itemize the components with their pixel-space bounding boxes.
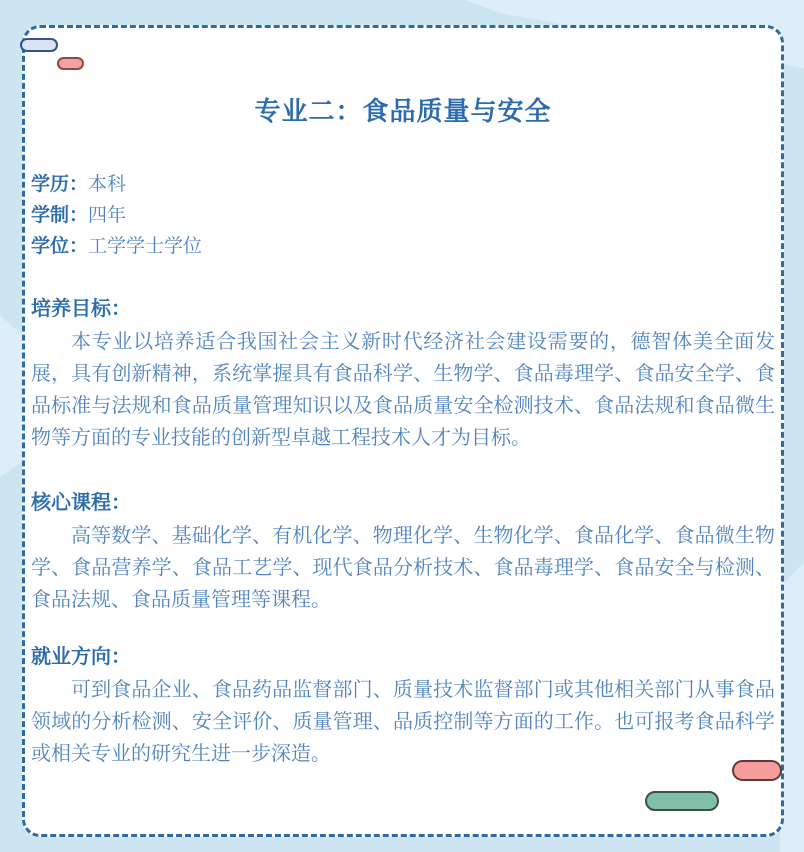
section-body-core-courses: 高等数学、基础化学、有机化学、物理化学、生物化学、食品化学、食品微生物学、食品营养学、食品工艺学、现代食品分析技术、食品毒理学、食品安全与检测、食品法规、食品质量管理等课程。 <box>31 525 775 612</box>
section-body-training-objectives: 本专业以培养适合我国社会主义新时代经济社会建设需要的，德智体美全面发展，具有创新精神，系统掌握具有食品科学、生物学、食品毒理学、食品安全学、食品标准与法规和食品质量管理知识以及食品质量安全检测技术、食品法规和食品微生物等方面的专业技能的创新型卓越工程技术人才为目标。 <box>31 331 775 450</box>
info-label-duration: 学制： <box>31 205 89 227</box>
info-value-degree: 工学学士学位 <box>88 236 203 258</box>
info-value-education: 本科 <box>88 174 127 196</box>
deco-pill-pink-top <box>57 57 84 70</box>
section-heading-training-objectives: 培养目标： <box>31 298 131 321</box>
info-row-duration <box>31 200 775 231</box>
section-core-courses <box>31 492 775 616</box>
section-career-direction <box>31 646 775 770</box>
section-training-objectives <box>31 298 775 454</box>
content-card <box>22 25 784 837</box>
deco-pill-lavender <box>20 38 58 52</box>
page-title: 专业二：食品质量与安全 <box>254 96 552 126</box>
section-heading-core-courses: 核心课程： <box>31 492 131 515</box>
info-label-education: 学历： <box>31 174 89 196</box>
info-label-degree: 学位： <box>31 236 89 258</box>
info-value-duration: 四年 <box>88 205 127 227</box>
info-list <box>31 169 775 262</box>
info-row-degree <box>31 231 775 262</box>
deco-pill-pink-bottom <box>732 760 782 781</box>
deco-pill-green <box>645 791 719 811</box>
section-heading-career-direction: 就业方向： <box>31 646 131 669</box>
section-body-career-direction: 可到食品企业、食品药品监督部门、质量技术监督部门或其他相关部门从事食品领域的分析检测、安全评价、质量管理、品质控制等方面的工作。也可报考食品科学或相关专业的研究生进一步深造。 <box>31 679 775 766</box>
info-row-education <box>31 169 775 200</box>
